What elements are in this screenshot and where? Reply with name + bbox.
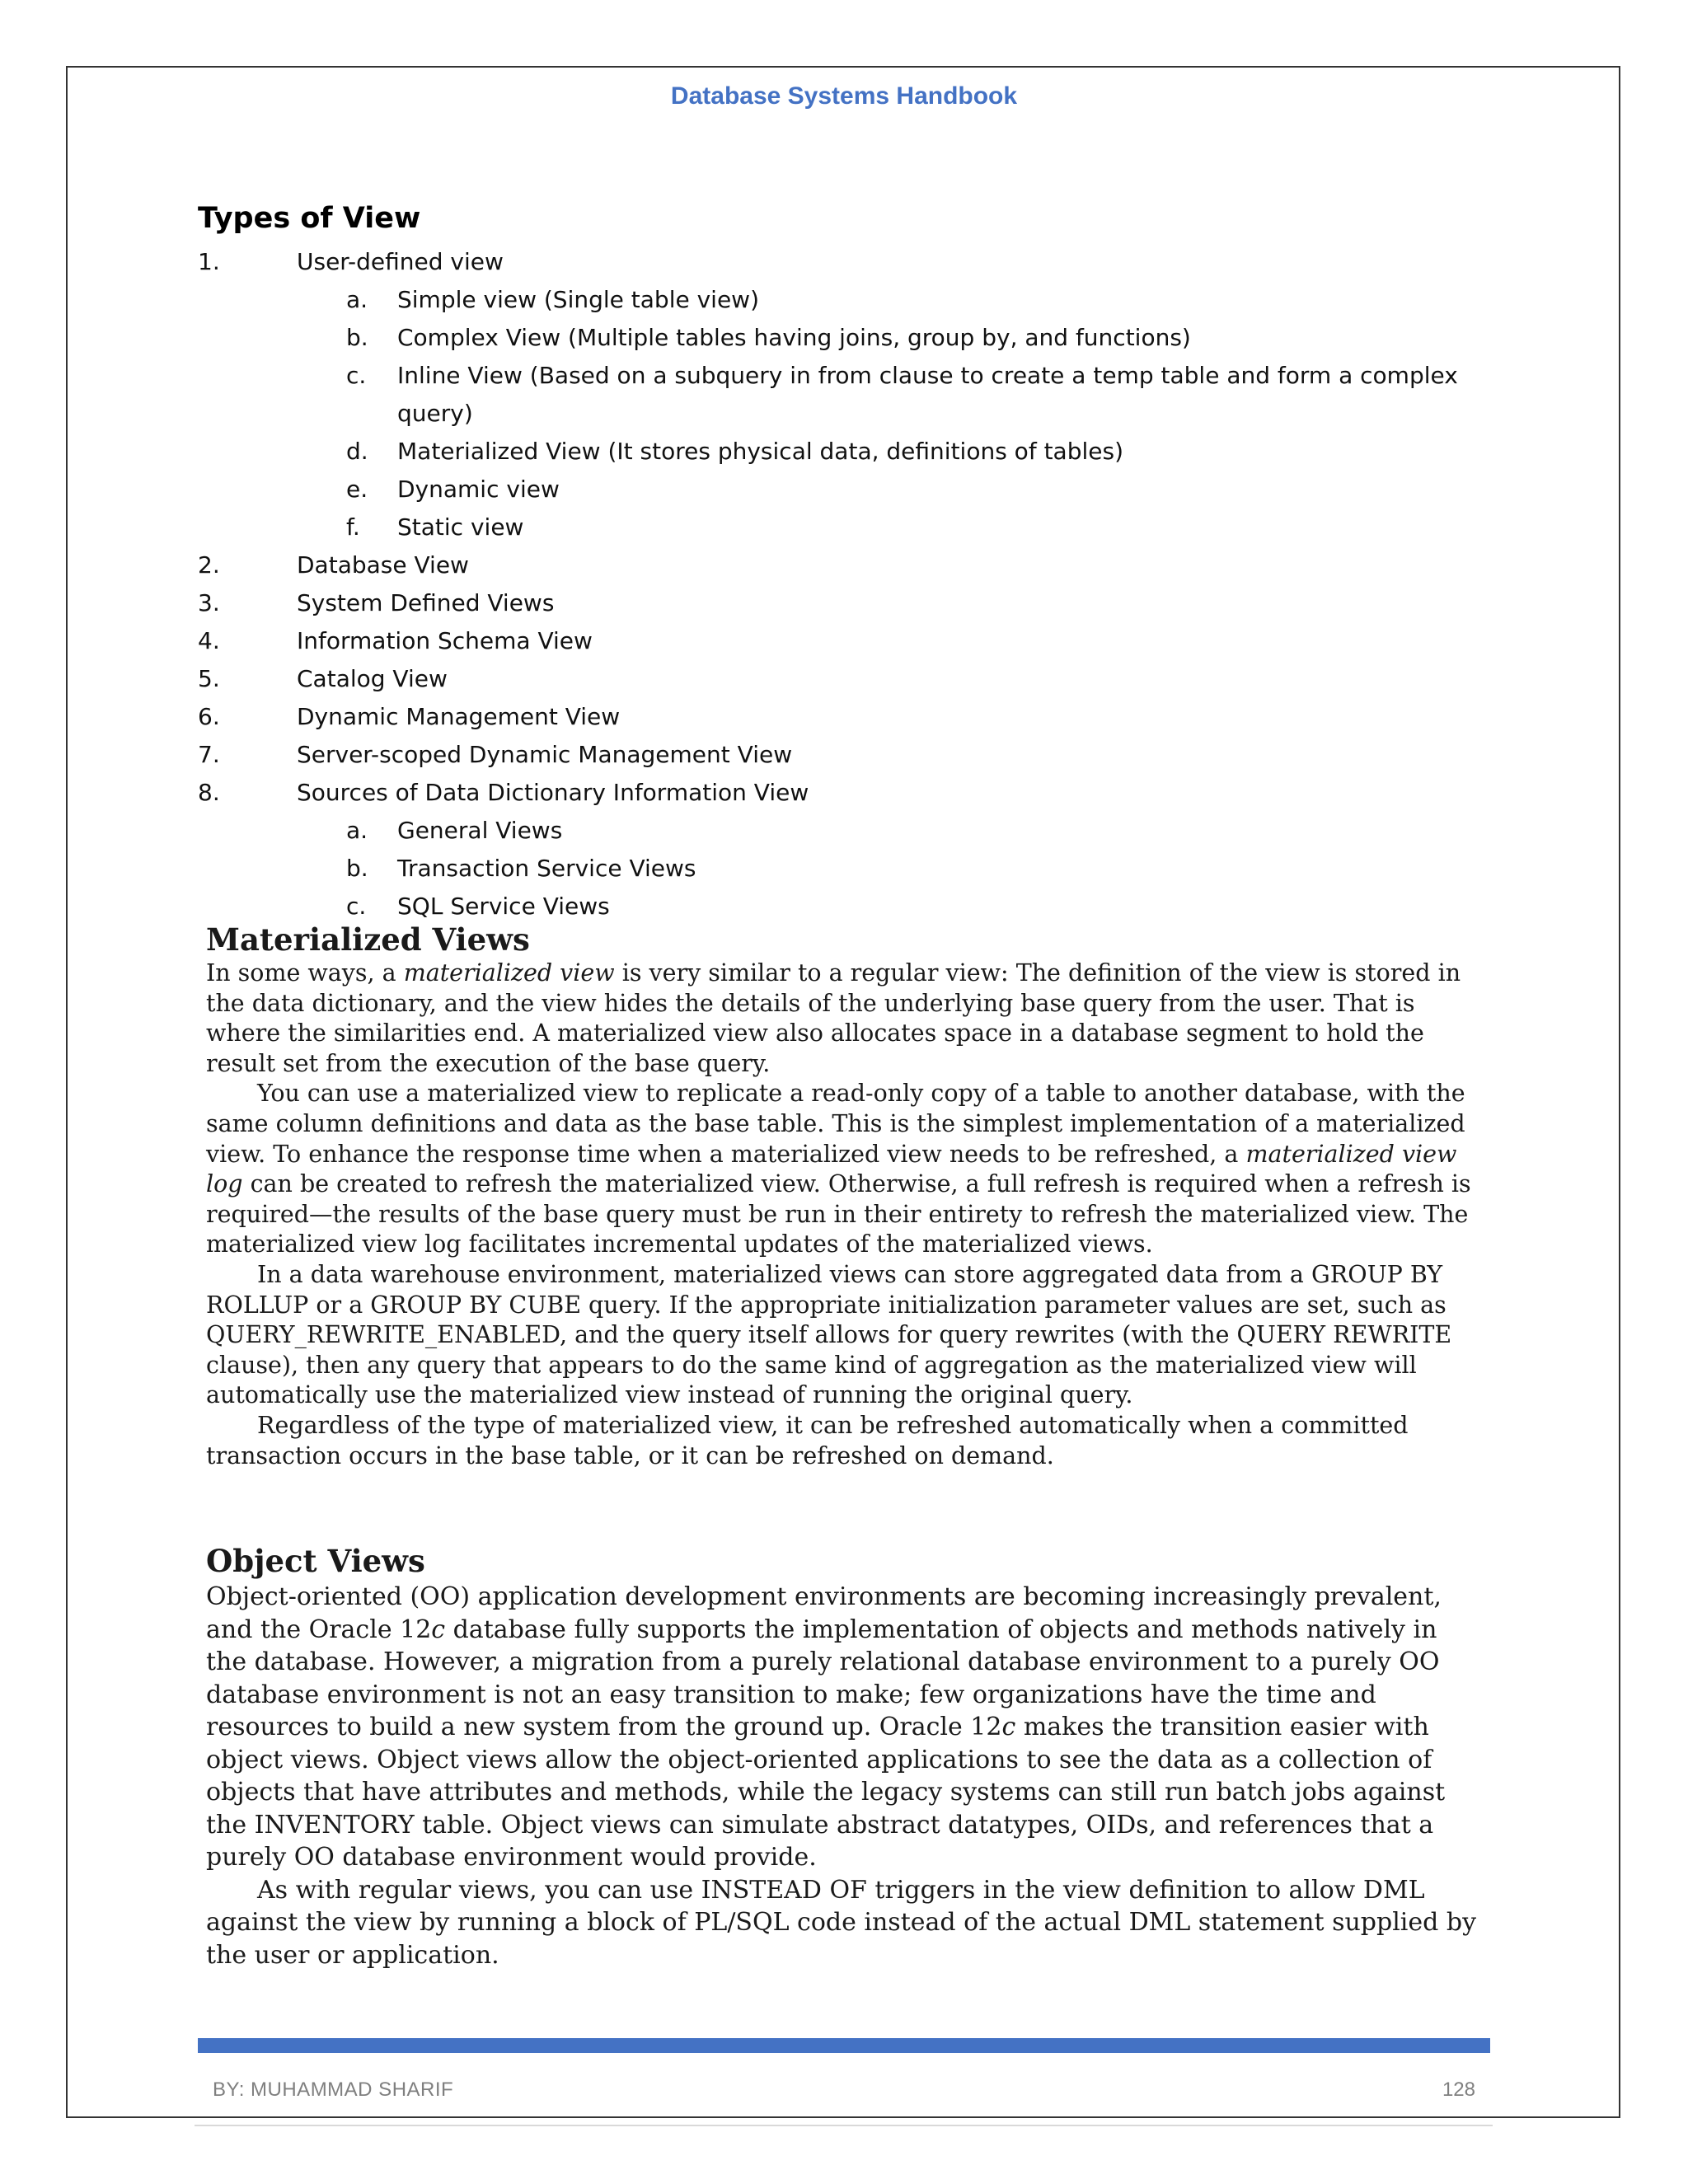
types-of-view-list	[198, 243, 1484, 926]
sub-list-item: a. General Views	[346, 817, 563, 844]
section-title-types-of-view: Types of View	[198, 202, 421, 235]
footer-author: BY: MUHAMMAD SHARIF	[213, 2079, 454, 2101]
list-item: 8. Sources of Data Dictionary Information View	[198, 779, 809, 806]
page-number: 128	[1442, 2079, 1475, 2101]
section-title-materialized-views: Materialized Views	[206, 921, 530, 958]
list-item: 5. Catalog View	[198, 665, 448, 692]
sub-list-item: c. Inline View (Based on a subquery in from clause to create a temp table and form a complex query)	[346, 362, 1458, 427]
paragraph: Regardless of the type of materialized view, it can be refreshed automatically when a committed transaction occurs in the base table, or it can be refreshed on demand.	[206, 1411, 1409, 1469]
materialized-views-body	[206, 958, 1479, 1471]
paragraph: As with regular views, you can use INSTEAD OF triggers in the view definition to allow DML against the view by running a block of PL/SQL code instead of the actual DML statement supplied by the user or application.	[206, 1875, 1477, 1970]
sub-list-item: a. Simple view (Single table view)	[346, 286, 760, 313]
paragraph: In some ways, a materialized view is very similar to a regular view: The definition of the view is stored in the data dictionary, and the view hides the details of the underlying base query from the user. That is where the similarities end. A materialized view also allocates space in a database segment to hold the result set from the execution of the base query.	[206, 959, 1461, 1077]
sub-list-item: c. SQL Service Views	[346, 893, 610, 920]
paragraph: In a data warehouse environment, materialized views can store aggregated data from a GROUP BY ROLLUP or a GROUP BY CUBE query. If the appropriate initialization parameter values are set, such as QUERY_REWRITE_ENABLED, and the query itself allows for query rewrites (with the QUERY REWRITE clause), then any query that appears to do the same kind of aggregation as the materialized view will automatically use the materialized view instead of running the original query.	[206, 1260, 1452, 1409]
paragraph: Object-oriented (OO) application development environments are becoming increasingly prevalent, and the Oracle 12c database fully supports the implementation of objects and methods natively in the database. However, a migration from a purely relational database environment to a purely OO database environment is not an easy transition to make; few organizations have the time and resources to build a new system from the ground up. Oracle 12c makes the transition easier with object views. Object views allow the object-oriented applications to see the data as a collection of objects that have attributes and methods, while the legacy systems can still run batch jobs against the INVENTORY table. Object views can simulate abstract datatypes, OIDs, and references that a purely OO database environment would provide.	[206, 1582, 1446, 1872]
bottom-rule	[195, 2125, 1493, 2126]
footer-bar	[198, 2038, 1490, 2053]
sub-list-item: d. Materialized View (It stores physical data, definitions of tables)	[346, 438, 1124, 465]
paragraph: You can use a materialized view to replicate a read-only copy of a table to another database, with the same column definitions and data as the base table. This is the simplest implementation of a materialized view. To enhance the response time when a materialized view needs to be refreshed, a materialized view log can be created to refresh the materialized view. Otherwise, a full refresh is required when a refresh is required—the results of the base query must be run in their entirety to refresh the materialized view. The materialized view log facilitates incremental updates of the materialized views.	[206, 1080, 1471, 1258]
list-item: 2. Database View	[198, 551, 469, 579]
sub-list-item: b. Complex View (Multiple tables having joins, group by, and functions)	[346, 324, 1191, 351]
sub-list-item: e. Dynamic view	[346, 476, 560, 503]
sub-list-item: b. Transaction Service Views	[346, 855, 696, 882]
header-title: Database Systems Handbook	[670, 82, 1018, 110]
list-item: 7. Server-scoped Dynamic Management View	[198, 741, 793, 768]
object-views-body	[206, 1581, 1485, 1971]
section-title-object-views: Object Views	[206, 1543, 425, 1579]
list-item: 6. Dynamic Management View	[198, 703, 621, 730]
list-item: 4. Information Schema View	[198, 627, 593, 654]
list-item: 1. User-defined view	[198, 248, 504, 275]
list-item: 3. System Defined Views	[198, 589, 555, 616]
sub-list-item: f. Static view	[346, 513, 524, 541]
